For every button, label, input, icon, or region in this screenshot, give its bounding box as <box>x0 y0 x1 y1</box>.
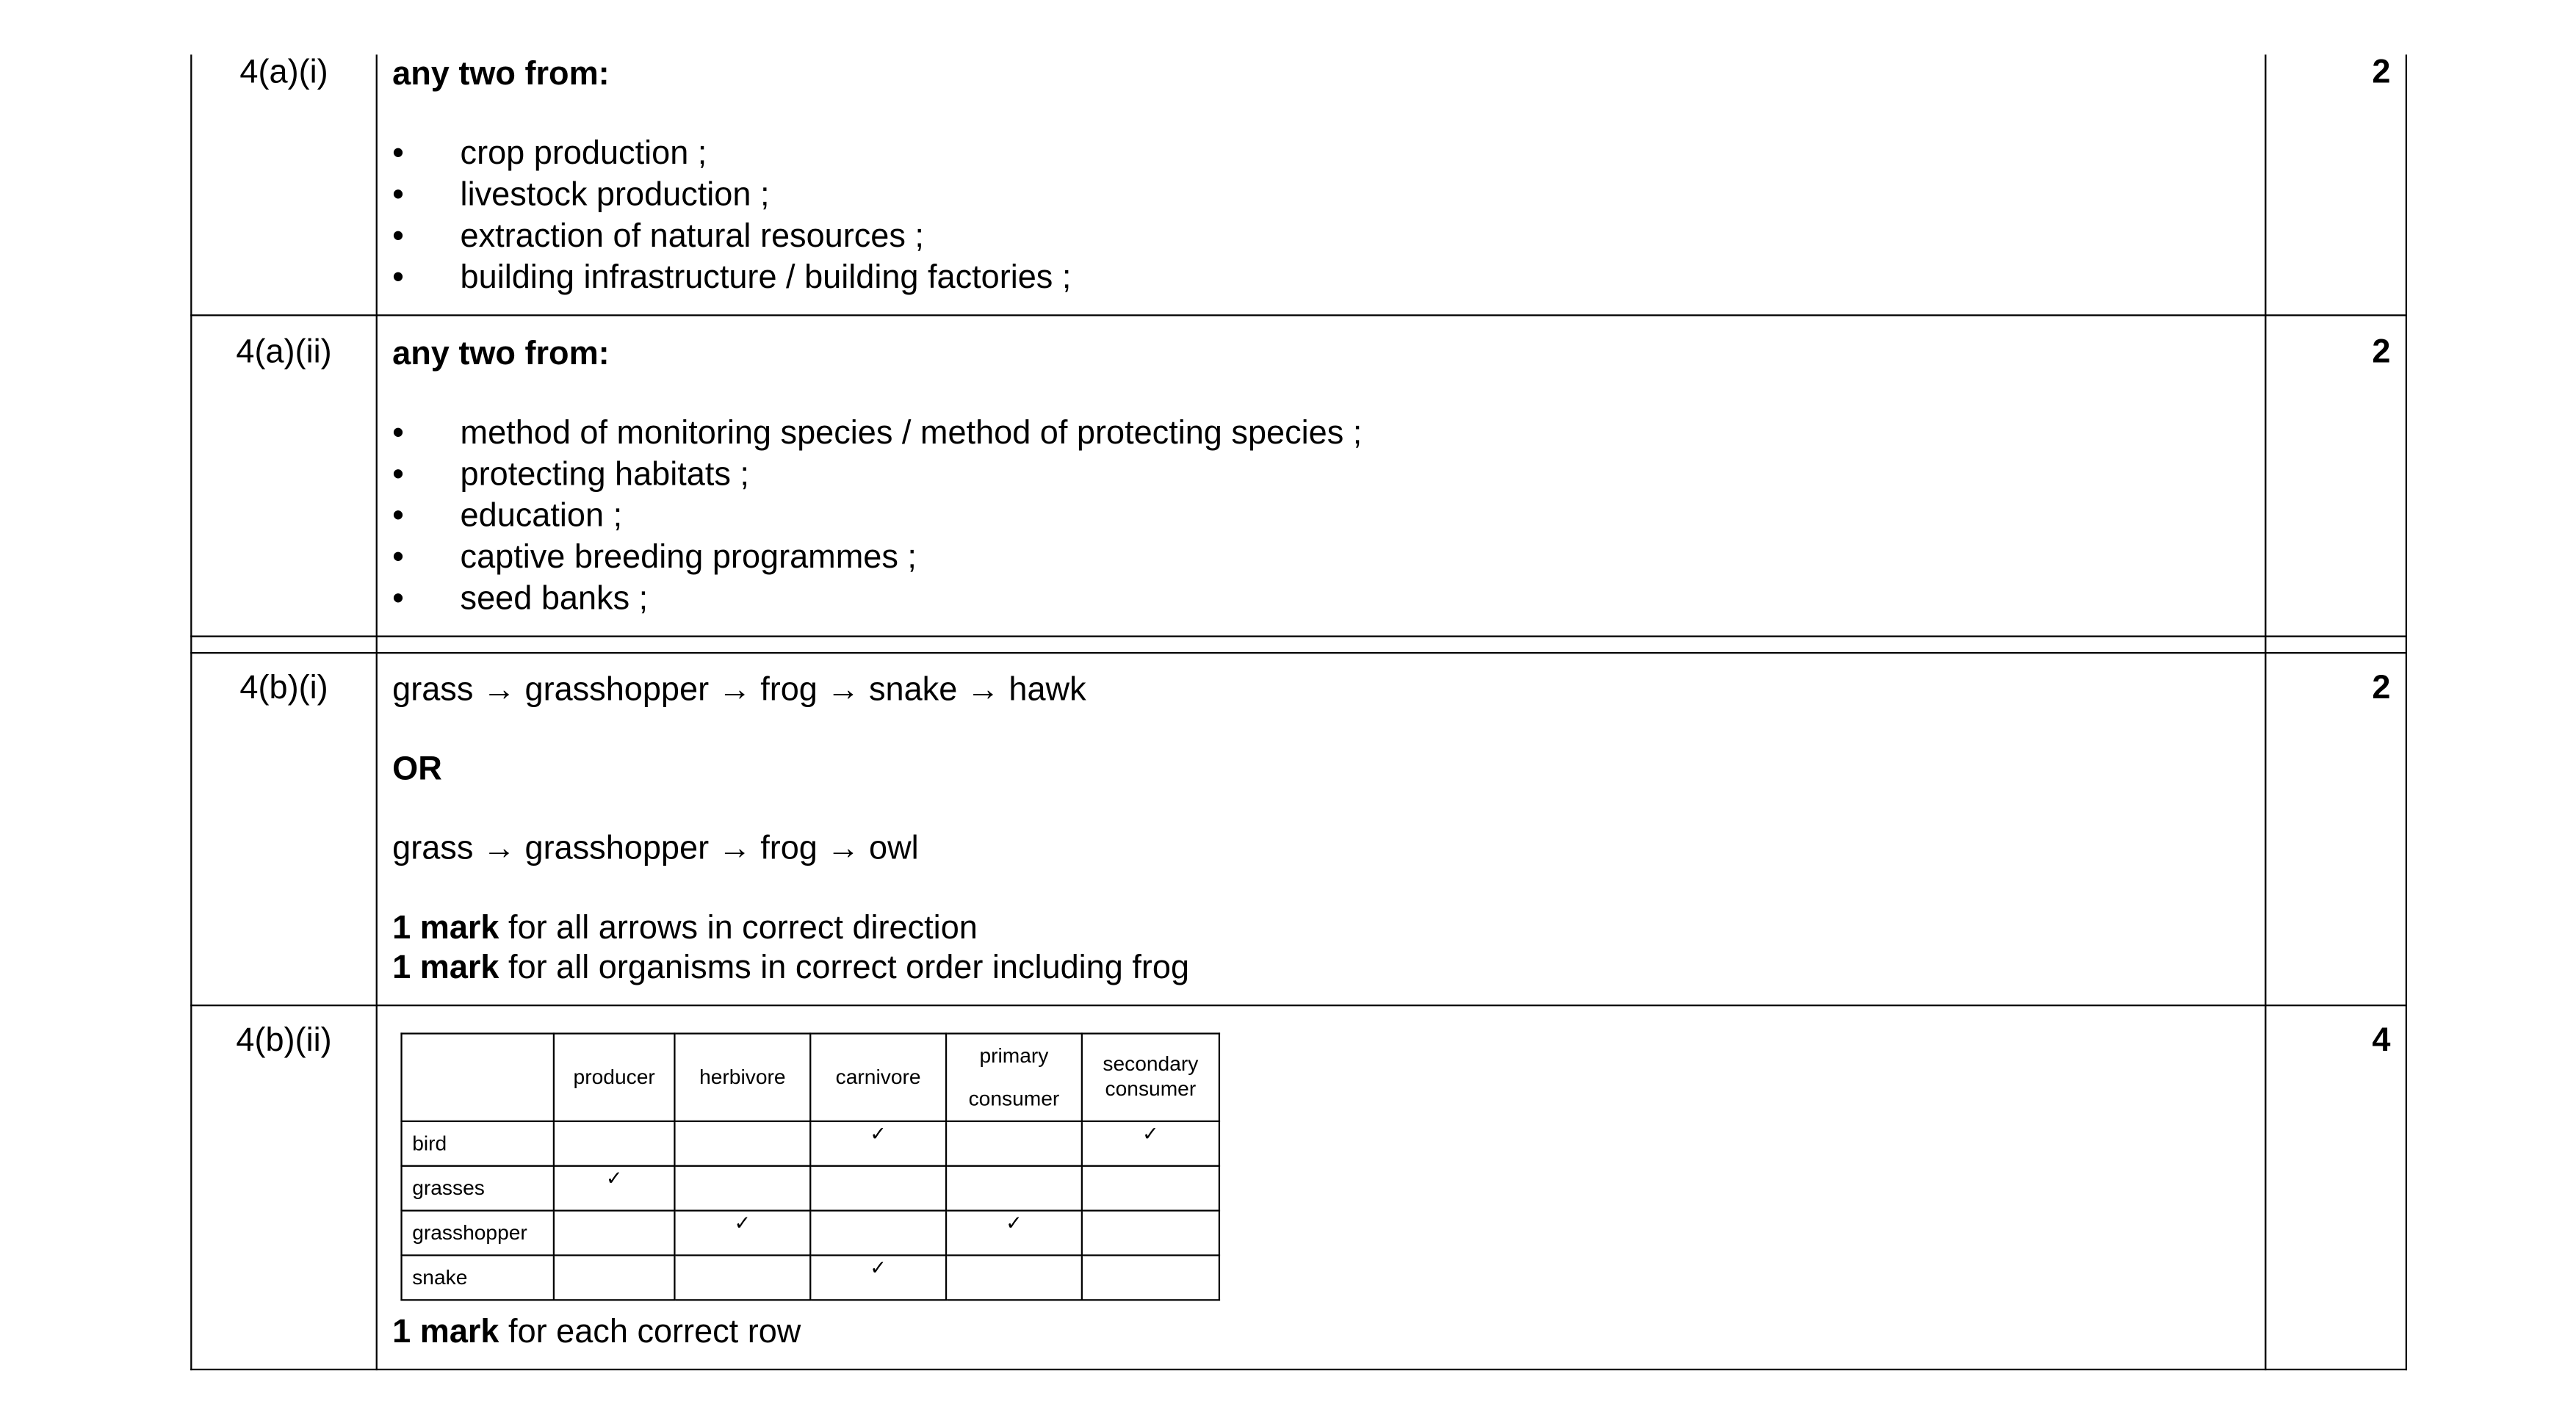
food-chain-answer-1: grass → grasshopper → frog → snake → hawk <box>392 672 1086 709</box>
table-row <box>402 1121 1219 1166</box>
table-cell <box>810 1211 946 1256</box>
column-header: carnivore <box>810 1033 946 1121</box>
table-cell <box>946 1166 1082 1211</box>
table-cell <box>810 1166 946 1211</box>
table-cell <box>946 1211 1082 1256</box>
list-item: • captive breeding programmes ; <box>392 538 1362 579</box>
table-cell <box>674 1256 810 1300</box>
table-border-marks <box>2265 54 2266 1370</box>
table-cell <box>810 1121 946 1166</box>
row-divider-2b <box>190 652 2407 654</box>
bullet-icon: • <box>392 415 404 452</box>
list-item: • extraction of natural resources ; <box>392 217 1071 258</box>
bullet-icon: • <box>392 259 404 297</box>
list-item: • livestock production ; <box>392 175 1071 217</box>
table-row <box>402 1211 1219 1256</box>
bullet-icon: • <box>392 498 404 535</box>
bullet-icon: • <box>392 218 404 256</box>
row-divider-1 <box>190 314 2407 316</box>
column-header: producer <box>554 1033 675 1121</box>
table-border-bottom <box>190 1369 2407 1370</box>
list-item: • method of monitoring species / method of protecting species ; <box>392 413 1362 455</box>
table-cell <box>554 1121 675 1166</box>
bullet-icon: • <box>392 457 404 493</box>
tick-icon: ✓ <box>1006 1211 1022 1235</box>
question-number: 4(a)(ii) <box>236 334 332 371</box>
organism-name: grasses <box>402 1166 554 1211</box>
answer-heading: any two from: <box>392 56 610 93</box>
marking-criterion: 1 mark for each correct row <box>392 1314 801 1351</box>
row-divider-2a <box>190 635 2407 637</box>
answer-bullet-list <box>392 413 1362 620</box>
table-cell <box>810 1256 946 1300</box>
list-item: • education ; <box>392 496 1362 538</box>
table-cell <box>554 1166 675 1211</box>
answer-heading: any two from: <box>392 336 610 373</box>
food-chain-answer-2: grass → grasshopper → frog → owl <box>392 830 919 867</box>
column-header: secondary consumer <box>1082 1033 1219 1121</box>
table-cell <box>1082 1121 1219 1166</box>
marks-value: 4 <box>2372 1022 2391 1060</box>
table-cell <box>674 1166 810 1211</box>
marking-criterion: 1 mark for all arrows in correct direction <box>392 910 978 947</box>
answer-bullet-list <box>392 134 1071 300</box>
alternative-label: OR <box>392 751 442 788</box>
feeding-role-table <box>400 1032 1220 1300</box>
marking-criterion: 1 mark for all organisms in correct order including frog <box>392 949 1190 987</box>
list-item: • crop production ; <box>392 134 1071 175</box>
table-corner-cell <box>402 1033 554 1121</box>
table-row <box>402 1166 1219 1211</box>
table-cell <box>1082 1256 1219 1300</box>
table-border-qnum <box>376 54 378 1370</box>
table-row <box>402 1256 1219 1300</box>
question-number: 4(b)(ii) <box>236 1022 332 1060</box>
question-number: 4(b)(i) <box>239 670 328 707</box>
tick-icon: ✓ <box>734 1211 751 1235</box>
tick-icon: ✓ <box>870 1122 887 1146</box>
table-cell <box>1082 1211 1219 1256</box>
table-cell <box>946 1121 1082 1166</box>
table-cell <box>946 1256 1082 1300</box>
table-border-left <box>190 54 192 1370</box>
tick-icon: ✓ <box>1142 1122 1159 1146</box>
column-header: herbivore <box>674 1033 810 1121</box>
list-item: • protecting habitats ; <box>392 455 1362 496</box>
organism-name: bird <box>402 1121 554 1166</box>
table-cell <box>674 1211 810 1256</box>
list-item: • seed banks ; <box>392 579 1362 620</box>
table-cell <box>554 1256 675 1300</box>
tick-icon: ✓ <box>870 1256 887 1280</box>
organism-name: grasshopper <box>402 1211 554 1256</box>
marks-value: 2 <box>2372 54 2391 91</box>
bullet-icon: • <box>392 135 404 173</box>
list-item: • building infrastructure / building factories ; <box>392 258 1071 300</box>
table-header-row <box>402 1033 1219 1121</box>
tick-icon: ✓ <box>605 1166 623 1190</box>
marks-value: 2 <box>2372 334 2391 371</box>
organism-name: snake <box>402 1256 554 1300</box>
column-header: primary consumer <box>946 1033 1082 1121</box>
table-border-right <box>2406 54 2407 1370</box>
table-cell <box>674 1121 810 1166</box>
row-divider-3 <box>190 1005 2407 1006</box>
table-cell <box>554 1211 675 1256</box>
question-number: 4(a)(i) <box>239 54 328 91</box>
bullet-icon: • <box>392 539 404 576</box>
bullet-icon: • <box>392 177 404 214</box>
table-cell <box>1082 1166 1219 1211</box>
marks-value: 2 <box>2372 670 2391 707</box>
bullet-icon: • <box>392 581 404 618</box>
